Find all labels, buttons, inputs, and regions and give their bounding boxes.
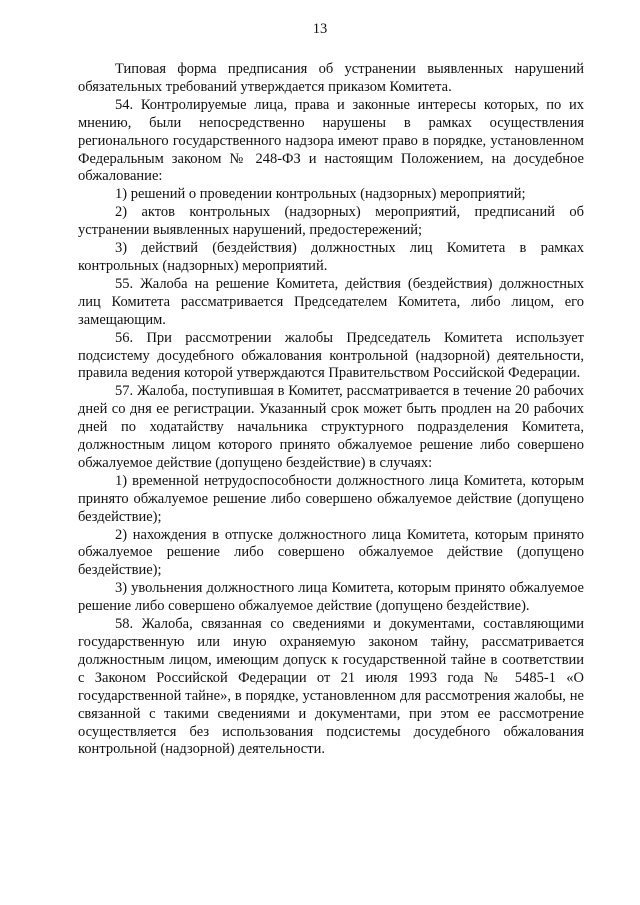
paragraph-57: 57. Жалоба, поступившая в Комитет, рассматривается в течение 20 рабочих дней со дня ее регистрации. Указанный срок может быть продлен на 20 рабочих дней по ходатайству начальника структурного подразделения Комитета, должностным лицом которого принято обжалуемое решение либо совершено обжалуемое действие (допущено бездействие) в случаях: <box>78 383 584 471</box>
paragraph-54: 54. Контролируемые лица, права и законные интересы которых, по их мнению, были непосредственно нарушены в рамках осуществления регионального государственного надзора имеют право в порядке, установленном Федеральным законом № 248-ФЗ и настоящим Положением, на досудебное обжалование: <box>78 96 584 185</box>
paragraph-57-item-2: 2) нахождения в отпуске должностного лица Комитета, которым принято обжалуемое решение либо совершено обжалуемое действие (допущено бездействие); <box>78 526 584 579</box>
paragraph-55: 55. Жалоба на решение Комитета, действия (бездействия) должностных лиц Комитета рассматривается Председателем Комитета, либо лицом, его замещающим. <box>78 275 584 328</box>
paragraph-57-item-3: 3) увольнения должностного лица Комитета, которым принято обжалуемое решение либо совершено обжалуемое действие (допущено бездействие). <box>78 580 584 615</box>
paragraph-54-item-1: 1) решений о проведении контрольных (надзорных) мероприятий; <box>115 186 526 203</box>
paragraph-54-item-3: 3) действий (бездействия) должностных лиц Комитета в рамках контрольных (надзорных) мероприятий. <box>78 240 584 274</box>
paragraph-template-approval: Типовая форма предписания об устранении выявленных нарушений обязательных требований утверждается приказом Комитета. <box>78 61 584 95</box>
paragraph-56: 56. При рассмотрении жалобы Председатель Комитета использует подсистему досудебного обжалования контрольной (надзорной) деятельности, правила ведения которой утверждаются Правительством Российской Федерации. <box>78 329 584 382</box>
paragraph-54-item-2: 2) актов контрольных (надзорных) мероприятий, предписаний об устранении выявленных нарушений, предостережений; <box>78 204 584 239</box>
document-body <box>78 61 584 759</box>
paragraph-58: 58. Жалоба, связанная со сведениями и документами, составляющими государственную или иную охраняемую законом тайну, рассматривается должностным лицом, имеющим допуск к государственной тайне в соответствии с Законом Российской Федерации от 21 июля 1993 года № 5485-1 «О государственной тайне», в порядке, установленном для рассмотрения жалобы, не связанной с такими сведениями и документами, при этом ее рассмотрение осуществляется без использования подсистемы досудебного обжалования контрольной (надзорной) деятельности. <box>78 616 584 758</box>
page-number: 13 <box>312 21 328 37</box>
paragraph-57-item-1: 1) временной нетрудоспособности должностного лица Комитета, которым принято обжалуемое решение либо совершено обжалуемое действие (допущено бездействие); <box>78 472 584 525</box>
